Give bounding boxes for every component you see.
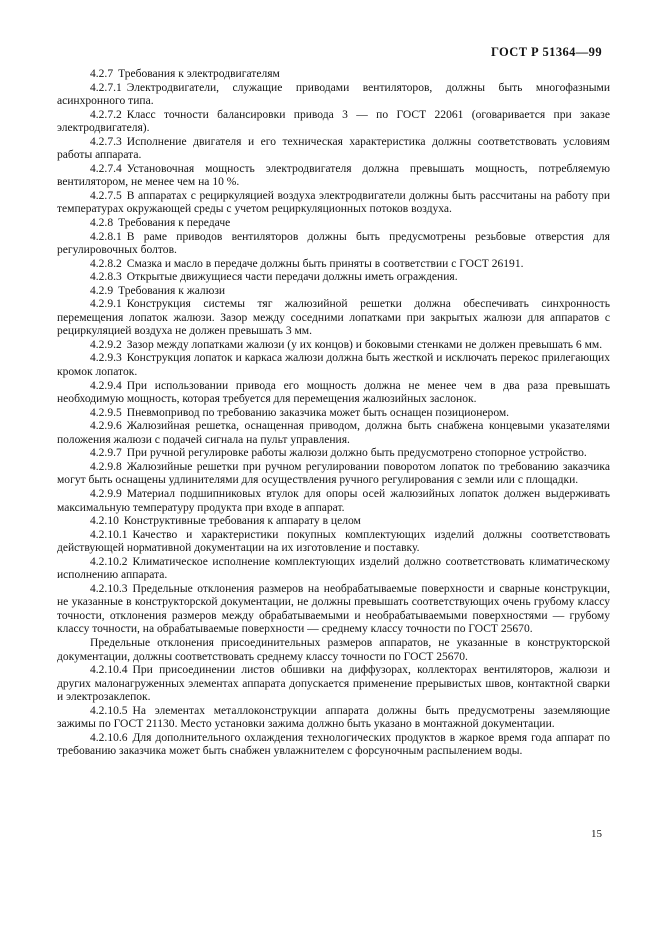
clause-4.2.8.2: 4.2.8.2 Смазка и масло в передаче должны быть приняты в соответствии с ГОСТ 26191. [90, 257, 524, 270]
clause-number: 4.2.7.4 [90, 162, 122, 175]
clause-4.2.9.3: 4.2.9.3 Конструкция лопаток и каркаса жалюзи должна быть жесткой и исключать перекос прилегающих кромок лопаток. [57, 352, 610, 379]
clause-number: 4.2.10.1 [90, 528, 128, 541]
clause-4.2.9.4: 4.2.9.4 При использовании привода его мощность должна не менее чем в два раза превышать необходимую мощность, которая требуется для перемещения жалюзийных заслонок. [57, 379, 610, 406]
clause-number: 4.2.9.2 [90, 338, 122, 351]
clause-4.2.7.4: 4.2.7.4 Установочная мощность электродвигателя должна превышать мощность, потребляемую вентилятором, не менее чем на 10 %. [57, 162, 610, 189]
document-body [57, 68, 610, 759]
clause-number: 4.2.10.5 [90, 704, 128, 717]
clause-4.2.9.8: 4.2.9.8 Жалюзийные решетки при ручном регулировании поворотом лопаток по требованию заказчика могут быть оснащены удлинителями для осуществления ручного регулирования с земли или с площадки. [57, 460, 610, 487]
clause-number: 4.2.9.5 [90, 406, 122, 419]
page-number: 15 [591, 828, 602, 840]
clause-4.2.9.5: 4.2.9.5 Пневмопривод по требованию заказчика может быть оснащен позиционером. [90, 406, 510, 419]
clause-4.2.10.6: 4.2.10.6 Для дополнительного охлаждения технологических продуктов в жаркое время года аппарат по требованию заказчика может быть снабжен увлажнителем с форсуночным распылением воды. [57, 731, 610, 758]
clause-number: 4.2.7.5 [90, 189, 122, 202]
clause-4.2.10: 4.2.10 Конструктивные требования к аппарату в целом [90, 515, 361, 528]
clause-number: 4.2.7 [90, 68, 114, 80]
clause-number: 4.2.7.1 [90, 81, 122, 94]
document-header-standard-number: ГОСТ Р 51364—99 [490, 45, 602, 59]
clause-number: 4.2.7.2 [90, 108, 122, 121]
clause-4.2.10.3: 4.2.10.3 Предельные отклонения размеров на необрабатываемые поверхности и сварные конструкции, не указанные в конструкторской документации, не должны превышать соответствующих очень грубому классу точности, отклонения размеров между обрабатываемыми и необрабатываемыми поверхностями — грубому классу точности, на обрабатываемые поверхности — среднему классу точности по ГОСТ 25670. [57, 582, 610, 636]
clause-number: 4.2.9.9 [90, 487, 122, 500]
paragraph: Предельные отклонения присоединительных размеров аппаратов, не указанные в конструкторской документации, должны соответствовать среднему классу точности по ГОСТ 25670. [57, 636, 610, 663]
clause-number: 4.2.10.3 [90, 582, 128, 595]
clause-4.2.9.1: 4.2.9.1 Конструкция системы тяг жалюзийной решетки должна обеспечивать синхронность перемещения лопаток жалюзи. Зазор между соседними лопатками при закрытых жалюзи для аппаратов с рециркуляцией воздуха не должен превышать 3 мм. [57, 298, 610, 338]
clause-4.2.8.1: 4.2.8.1 В раме приводов вентиляторов должны быть предусмотрены резьбовые отверстия для регулировочных болтов. [57, 230, 610, 257]
clause-4.2.10.1: 4.2.10.1 Качество и характеристики покупных комплектующих изделий должны соответствовать действующей нормативной документации на их изготовление и поставку. [57, 528, 610, 555]
clause-number: 4.2.10.2 [90, 555, 128, 568]
clause-number: 4.2.9.1 [90, 298, 122, 311]
clause-4.2.9: 4.2.9 Требования к жалюзи [90, 284, 226, 297]
clause-number: 4.2.9 [90, 284, 114, 297]
clause-number: 4.2.10 [90, 515, 119, 528]
clause-4.2.9.9: 4.2.9.9 Материал подшипниковых втулок для опоры осей жалюзийных лопаток должен выдерживать максимальную температуру продукта при входе в аппарат. [57, 487, 610, 514]
clause-number: 4.2.9.3 [90, 352, 122, 365]
clause-4.2.10.4: 4.2.10.4 При присоединении листов обшивки на диффузорах, коллекторах вентиляторов, жалюзи и других малонагруженных элементах аппарата допускается применение прерывистых швов, контактной сварки и электрозаклепок. [57, 664, 610, 704]
clause-number: 4.2.10.4 [90, 664, 128, 677]
clause-4.2.7.1: 4.2.7.1 Электродвигатели, служащие приводами вентиляторов, должны быть многофазными асинхронного типа. [57, 81, 610, 108]
clause-4.2.7.5: 4.2.7.5 В аппаратах с рециркуляцией воздуха электродвигатели должны быть рассчитаны на работу при температурах окружающей среды с учетом рециркуляционных потоков воздуха. [57, 189, 610, 216]
clause-4.2.10.5: 4.2.10.5 На элементах металлоконструкции аппарата должны быть предусмотрены заземляющие зажимы по ГОСТ 21130. Место установки зажима должно быть указано в монтажной документации. [57, 704, 610, 731]
clause-4.2.8: 4.2.8 Требования к передаче [90, 217, 231, 230]
clause-number: 4.2.9.4 [90, 379, 122, 392]
clause-number: 4.2.10.6 [90, 731, 128, 744]
clause-number: 4.2.7.3 [90, 135, 122, 148]
clause-4.2.7.3: 4.2.7.3 Исполнение двигателя и его техническая характеристика должны соответствовать условиям работы аппарата. [57, 135, 610, 162]
clause-number: 4.2.9.8 [90, 460, 122, 473]
clause-number: 4.2.8.3 [90, 271, 122, 284]
clause-4.2.7: 4.2.7 Требования к электродвигателям [90, 68, 280, 80]
clause-number: 4.2.9.7 [90, 447, 122, 460]
clause-4.2.8.3: 4.2.8.3 Открытые движущиеся части передачи должны иметь ограждения. [90, 271, 458, 284]
clause-4.2.9.2: 4.2.9.2 Зазор между лопатками жалюзи (у их концов) и боковыми стенками не должен превышать 6 мм. [90, 338, 603, 351]
clause-number: 4.2.8.2 [90, 257, 122, 270]
clause-4.2.9.6: 4.2.9.6 Жалюзийная решетка, оснащенная приводом, должна быть снабжена концевыми указателями положения жалюзи с подачей сигнала на пульт управления. [57, 420, 610, 446]
clause-number: 4.2.8.1 [90, 230, 122, 243]
clause-4.2.7.2: 4.2.7.2 Класс точности балансировки привода 3 — по ГОСТ 22061 (оговаривается при заказе электродвигателя). [57, 108, 610, 135]
clause-number: 4.2.8 [90, 217, 114, 230]
clause-number: 4.2.9.6 [90, 420, 122, 433]
clause-4.2.10.2: 4.2.10.2 Климатическое исполнение комплектующих изделий должно соответствовать климатическому исполнению аппарата. [57, 555, 610, 582]
clause-4.2.9.7: 4.2.9.7 При ручной регулировке работы жалюзи должно быть предусмотрено стопорное устройство. [90, 447, 587, 460]
